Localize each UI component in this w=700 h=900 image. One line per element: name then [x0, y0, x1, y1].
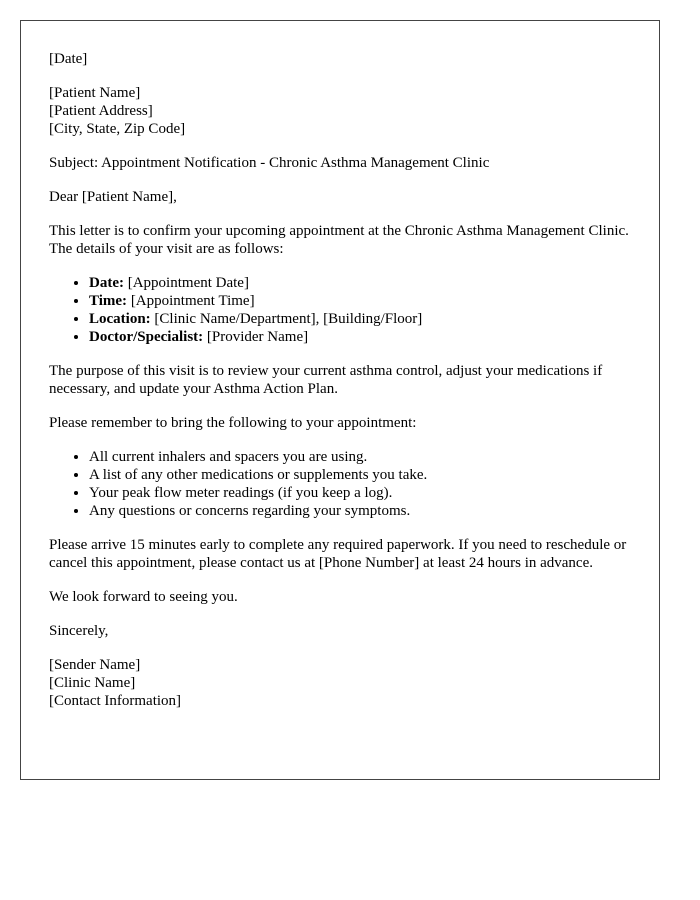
- list-item: • All current inhalers and spacers you are using.: [89, 448, 631, 466]
- sender-name: [Sender Name]: [49, 657, 141, 673]
- letter-subject: Subject: Appointment Notification - Chronic Asthma Management Clinic: [49, 155, 490, 171]
- detail-label: Doctor/Specialist:: [89, 329, 204, 345]
- appointment-details-list: [49, 274, 631, 346]
- letter-page: [20, 20, 660, 780]
- recipient-city-state-zip: [City, State, Zip Code]: [49, 121, 186, 137]
- detail-label: Date:: [89, 275, 124, 291]
- sender-contact: [Contact Information]: [49, 693, 182, 709]
- bring-items-list: [49, 448, 631, 520]
- detail-value: [Provider Name]: [206, 329, 309, 345]
- letter-signoff: Sincerely,: [49, 623, 109, 639]
- letter-intro: This letter is to confirm your upcoming appointment at the Chronic Asthma Management Clinic. The details of your visit are as follows:: [49, 223, 629, 257]
- detail-value: [Appointment Date]: [127, 275, 249, 291]
- closing-line: We look forward to seeing you.: [49, 589, 238, 605]
- detail-item-location: [89, 310, 631, 328]
- sender-clinic: [Clinic Name]: [49, 675, 136, 691]
- list-item: • Any questions or concerns regarding your symptoms.: [89, 502, 631, 520]
- arrival-note: Please arrive 15 minutes early to complete any required paperwork. If you need to reschedule or cancel this appointment, please contact us at [Phone Number] at least 24 hours in advance.: [49, 537, 627, 571]
- detail-item-doctor: [89, 328, 631, 346]
- detail-label: Time:: [89, 293, 128, 309]
- bring-intro: Please remember to bring the following to your appointment:: [49, 415, 417, 431]
- sender-signature-block: [49, 656, 631, 710]
- detail-value: [Clinic Name/Department], [Building/Floor]: [154, 311, 423, 327]
- recipient-address-block: [49, 84, 631, 138]
- recipient-name: [Patient Name]: [49, 85, 141, 101]
- detail-item-time: [89, 292, 631, 310]
- letter-date: [Date]: [49, 51, 88, 67]
- letter-salutation: Dear [Patient Name],: [49, 189, 177, 205]
- detail-label: Location:: [89, 311, 151, 327]
- recipient-address: [Patient Address]: [49, 103, 153, 119]
- detail-value: [Appointment Time]: [130, 293, 255, 309]
- list-item: • A list of any other medications or supplements you take.: [89, 466, 631, 484]
- detail-item-date: [89, 274, 631, 292]
- list-item: • Your peak flow meter readings (if you keep a log).: [89, 484, 631, 502]
- letter-purpose: The purpose of this visit is to review your current asthma control, adjust your medications if necessary, and update your Asthma Action Plan.: [49, 363, 603, 397]
